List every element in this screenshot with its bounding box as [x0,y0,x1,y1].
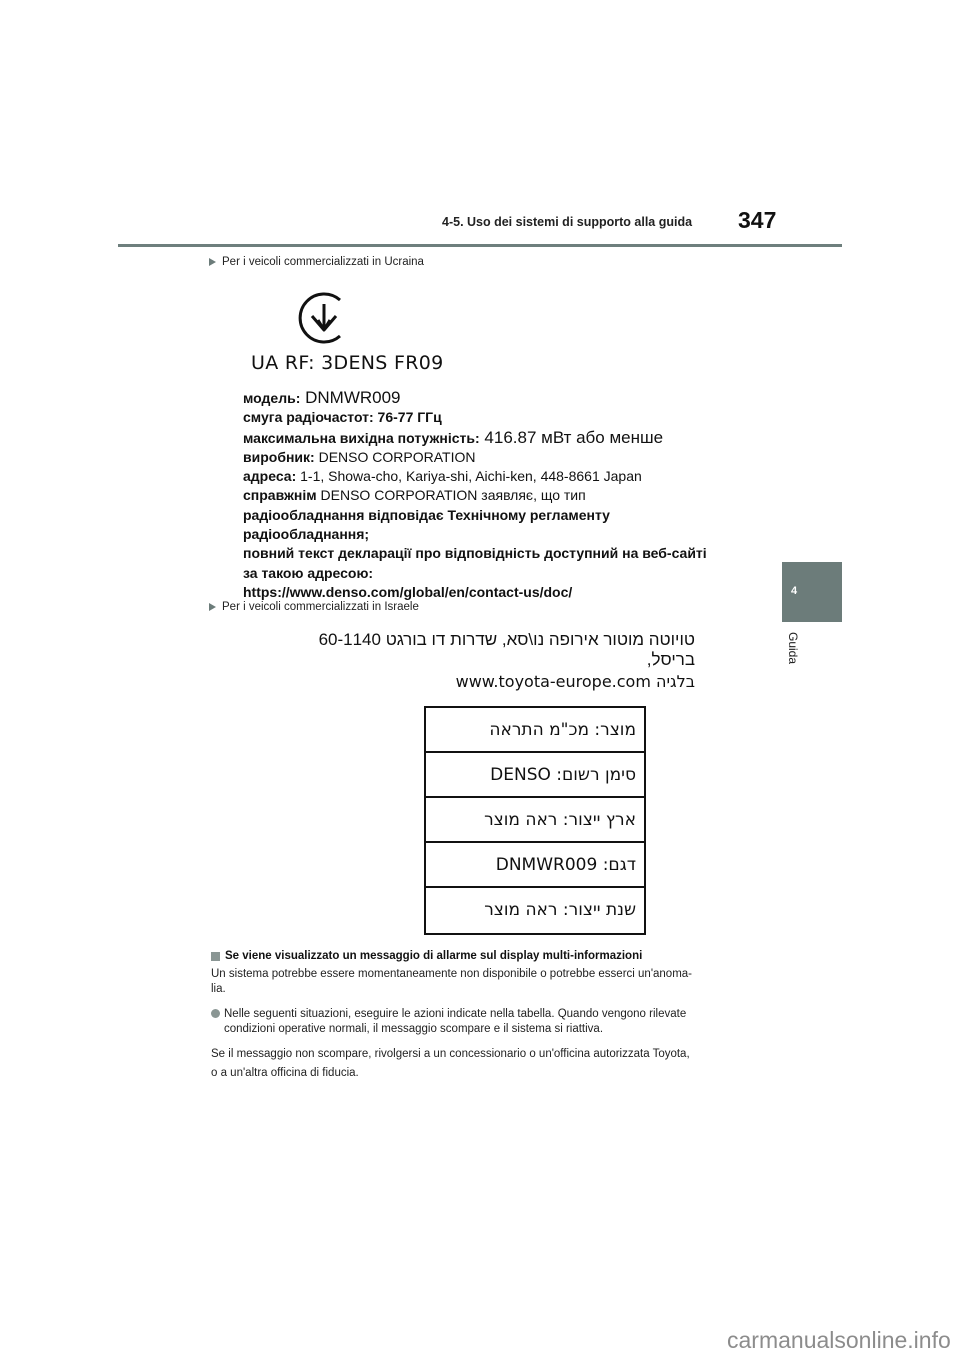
table-row: ארץ ייצור: ראה מוצר [426,798,644,843]
triangle-bullet-icon [209,603,216,611]
declaration-line: радіообладнання; [243,526,370,543]
header-divider [118,244,842,247]
ukraine-heading [209,256,424,268]
table-row: שנת ייצור: ראה מוצר [484,900,636,920]
ukrainian-conformity-mark-icon [296,290,352,346]
watermark: carmanualsonline.info [727,1327,951,1353]
declaration-line: радіообладнання відповідає Технічному регламенту [243,506,610,523]
declaration-line: адреса: 1-1, Showa-cho, Kariya-shi, Aichi-ken, 448-8661 Japan [243,468,642,485]
table-row: דגם: DNMWR009 [426,843,644,888]
table-row: סימן רשום: DENSO [426,753,644,798]
declaration-line: за такою адресою: [243,564,374,581]
square-bullet-icon [211,952,220,961]
israel-heading [209,601,419,613]
declaration-line: максимальна вихідна потужність: 416.87 мВт або менше [243,427,664,447]
declaration-line: модель: DNMWR009 [243,388,401,407]
declaration-line: смуга радіочастот: 76-77 ГГц [243,409,442,426]
declaration-line: повний текст декларації про відповідність доступний на веб-сайті [243,545,707,562]
israel-heading-text: Per i veicoli commercializzati in Israele [222,601,419,613]
ukraine-heading-text: Per i veicoli commercializzati in Ucraina [222,256,424,268]
triangle-bullet-icon [209,258,216,266]
ukraine-declaration [243,388,707,602]
circle-bullet-icon [211,1009,220,1018]
chapter-label: Guida [786,632,800,665]
israel-label-table [424,706,646,935]
declaration-line: справжнім DENSO CORPORATION заявляє, що тип [243,487,586,504]
warning-intro: Un sistema potrebbe essere momentaneamente non disponibile o potrebbe esserci un'anoma- lia. [211,968,693,995]
table-row: מוצר: מכ"מ התראה [426,708,644,753]
ua-rf-code: UA RF: 3DENS FR09 [251,352,444,374]
israel-address: טויוטה מוטור אירופה נו\סא, שדרות דו בורגט 60-1140 בריסל, [318,630,695,669]
declaration-url: https://www.denso.com/global/en/contact-us/doc/ [243,583,573,600]
page-number: 347 [738,207,777,233]
israel-website: בלגיה www.toyota-europe.com [455,672,695,691]
section-title: 4-5. Uso dei sistemi di supporto alla guida [442,215,693,229]
chapter-number: 4 [791,585,798,597]
warning-closing: Se il messaggio non scompare, rivolgersi a un concessionario o un'officina autorizzata Toyota, o a un'altra officina di fiducia. [211,1048,690,1079]
warning-bullet: Nelle seguenti situazioni, eseguire le azioni indicate nella tabella. Quando vengono rilevate condizioni operative normali, il messaggio scompare e il sistema si riattiva. [211,1007,756,1037]
declaration-line: виробник: DENSO CORPORATION [243,448,476,465]
warning-section-heading: Se viene visualizzato un messaggio di allarme sul display multi-informazioni [211,950,642,962]
